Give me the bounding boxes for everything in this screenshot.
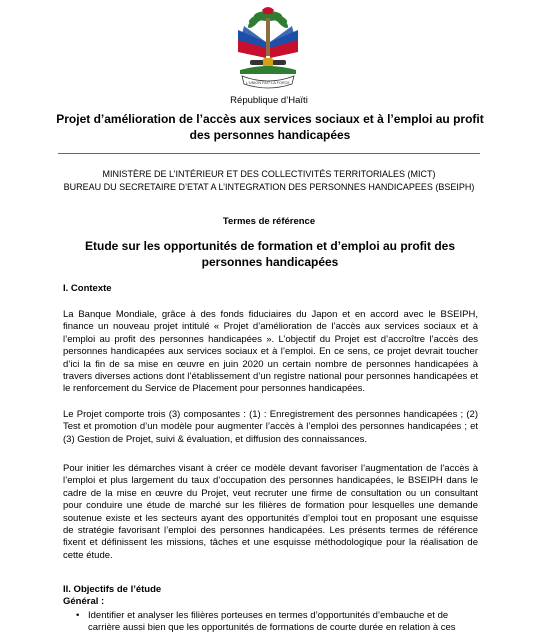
context-paragraph-3: Pour initier les démarches visant à créer ce modèle devant favoriser l’augmentation de l’accès à l’emploi et plus largement du taux d’occupation des personnes handicapées, le BSEIPH dans le cadre de la mise en œuvre du Projet, veut recruter une firme de consultation ou un consultant pour conduire une étude de marché sur les filières de formation pour lesquelles une demande soutenue existe et les secteurs ayant des opportunités d’emploi tout en proposant une esquisse de stratégie favorisant l’emploi des personnes handicapées. Les présents termes de référence fixent et définissent les missions, tâches et une esquisse méthodologique pour la réalisation de cette étude. [63, 463, 478, 561]
study-title: Etude sur les opportunités de formation et d’emploi au profit des personnes handicapées [84, 239, 456, 269]
haiti-coat-of-arms-logo [230, 4, 306, 94]
context-paragraph-1: La Banque Mondiale, grâce à des fonds fiduciaires du Japon et en accord avec le BSEIPH, finance un nouveau projet intitulé « Projet d’amélioration de l’accès aux services sociaux et à l’emploi au profit des personnes handicapées ». L’objectif du Projet est d’accroître l’accès des personnes handicapées aux services sociaux et à l’emploi. En ce sens, ce projet devrait toucher d’ici la fin de sa mise en œuvre en juin 2020 un certain nombre de personnes handicapées à travers diverses actions dont l’établissement d’un registre national pour personnes handicapées et le renforcement du Service de Placement pour personnes handicapées. [63, 309, 478, 395]
list-item [76, 610, 480, 635]
context-heading: I. Contexte [63, 283, 112, 294]
ministry-line-2: BUREAU DU SECRETAIRE D’ETAT A L’INTEGRATION DES PERSONNES HANDICAPEES (BSEIPH) [63, 181, 475, 192]
header-divider [58, 153, 480, 154]
project-title: Projet d’amélioration de l’accès aux services sociaux et à l’emploi au profit des personnes handicapées [56, 112, 484, 142]
bullet-icon: • [76, 610, 80, 621]
ministry-block [0, 168, 538, 193]
context-paragraph-2: Le Projet comporte trois (3) composantes : (1) : Enregistrement des personnes handicapées ; (2) Test et promotion d’un modèle pour augmenter l’accès à l’emploi des personnes handicapées ; et (3) Gestion de Projet, suivi & évaluation, et diffusion des connaissances. [63, 409, 478, 445]
bullet-text: Identifier et analyser les filières porteuses en termes d’opportunités d’embauche et de carrière aussi bien que les opportunités de formations de courte durée en relation à ces [88, 610, 456, 634]
svg-text:L'UNION FAIT LA FORCE: L'UNION FAIT LA FORCE [246, 81, 290, 85]
republic-name: République d’Haïti [230, 95, 308, 106]
document-type: Termes de référence [222, 216, 316, 227]
ministry-line-1: MINISTÈRE DE L’INTÉRIEUR ET DES COLLECTIVITÉS TERRITORIALES (MICT) [102, 169, 436, 179]
objectives-heading: II. Objectifs de l’étude [63, 584, 162, 595]
general-label: Général : [63, 596, 105, 607]
